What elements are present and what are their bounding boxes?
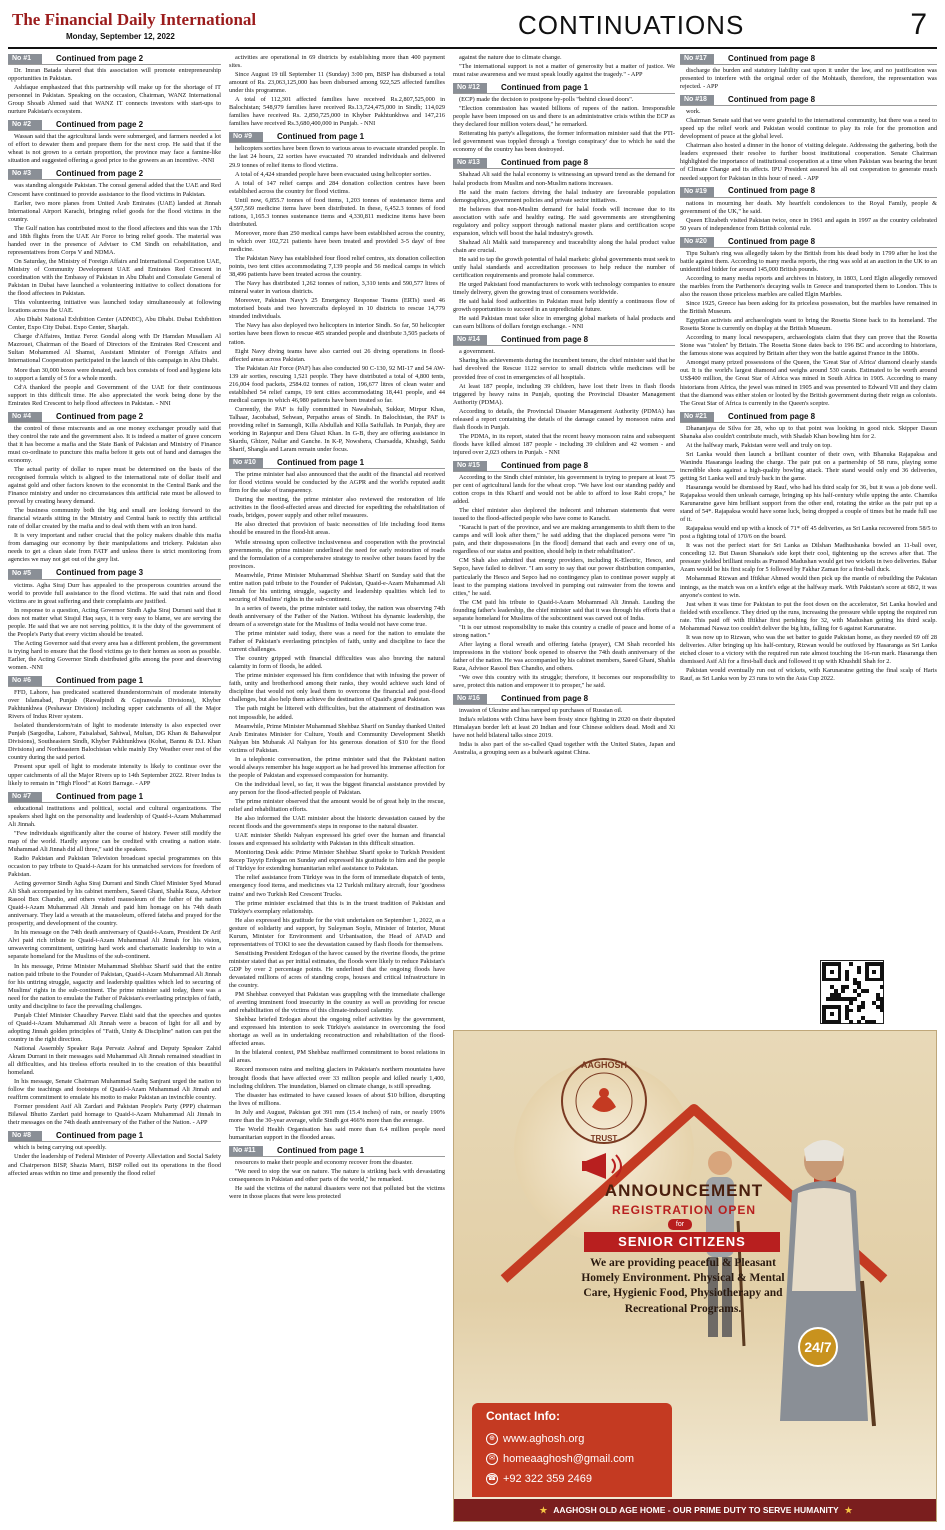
story-paragraph: Former president Asif Ali Zardari and Pakistan People's Party (PPP) chairman Bilawal Bhutto Zardari paid homage to Quaid-i-Azam Muhammad Ali Jinnah in their messages on the 74th death anniversary of the Father of the Nation. - APP xyxy=(8,1103,221,1127)
story-header xyxy=(8,54,221,65)
story-paragraph: against the nature due to climate change. xyxy=(459,54,562,61)
story-paragraph: The prime minister observed that the amount would be of great help in the rescue, relief and rehabilitation efforts. xyxy=(229,797,445,814)
story-paragraph: The country gripped with financial difficulties was also braving the natural calamity in form of floods, he added. xyxy=(229,655,445,671)
story-paragraph: Punjab Chief Minister Chaudhry Parvez Elahi said that the speeches and quotes of Quaid-i-Azam Muhammad Ali Jinnah were a beacon of light for all and by adopting Jinnah golden principles of "Faith, Unity & Discipline" nation can put the country in the right direction. xyxy=(8,1011,221,1043)
story-paragraph: In his message on the 74th death anniversary of Quaid-i-Azam, President Dr Arif Alvi paid rich tribute to Quaid-i-Azam Muhammad Ali Jinnah for his vision, unwavering commitment, untiring hard work and charismatic leadership to win a separate homeland for the Muslims of the sub-continent. xyxy=(8,929,221,961)
story-header xyxy=(229,458,445,469)
story-paragraph: Queen Elizabeth visited Pakistan twice, once in 1961 and again in 1997 as the country celebrated 50 years of independence from British colonial rule. xyxy=(680,216,937,232)
story-header xyxy=(229,132,445,143)
qr-module xyxy=(849,1020,853,1024)
story-paragraph: Sri Lanka would then launch a brilliant counter of their own, with Bhanuka Rajapaksa and Wanindu Hasaranga leading the charge. The pair put on a partnership of 58 runs, playing some incredible shots against a high-quality bowling attack. Their stand would only end 36 deliveries, getting Sri Lanka well and truly back in the game. xyxy=(680,450,937,482)
story-s8 xyxy=(8,1131,221,1177)
story-paragraph: In a series of tweets, the prime minister said today, the nation was observing 74th death anniversary of the Father of the Nation. Without his dynamic leadership, the dream of a sovereign state for the Muslims of India would not have come true. xyxy=(229,604,445,628)
story-header xyxy=(680,95,937,106)
story-paragraph: The disaster has estimated to have caused losses of about $10 billion, disrupting the lives of millions. xyxy=(229,1091,445,1107)
qr-module xyxy=(830,970,834,974)
ad-announcement-heading: ANNOUNCEMENT xyxy=(604,1181,764,1200)
story-header xyxy=(8,676,221,687)
qr-module xyxy=(838,1020,842,1024)
ad-senior-citizens-banner: SENIOR CITIZENS xyxy=(584,1232,780,1252)
continued-from-label: Continued from page 1 xyxy=(277,132,365,142)
continued-from-label: Continued from page 1 xyxy=(277,458,365,468)
story-paragraph: He believes that non-Muslim demand for halal foods will increase due to its association with safe and healthy eating. He said governments are strengthening regulatory and policy support through national master plans and certification scope expansion, which will boost the halal industry's growth. xyxy=(453,205,675,237)
story-s15 xyxy=(453,461,675,690)
story-paragraph: This volunteering initiative was launched today simultaneously at following locations across the UAE. xyxy=(8,299,221,315)
story-number-badge: No #17 xyxy=(680,54,714,64)
story-s20 xyxy=(680,237,937,408)
story-paragraph: Ashfaque emphasized that this partnership will make up for the shortage of IT personnel in Pakistan. Speaking on the occasion, Chairman, WANZ International Group Shoaib Ahmed said that WANZ IT connects investors with start-ups to nurture Pakistan's ecosystem. xyxy=(8,84,221,116)
story-paragraph: He said to tap the growth potential of halal markets: global governments must seek to unify halal standards and accreditation processes to help reduce the number of certification requirements and promote halal commerce. xyxy=(453,255,675,280)
story-paragraph: the control of these miscreants and as one money exchanger proudly said that they control the rate and the government also. It is indeed a matter of grave concern that it has become a mafia and the State Bank of Pakistan and Ministry of Finance must co-ordinate to puncture this mafia before it gets out of hand and damages the economy. xyxy=(8,424,221,464)
story-paragraph: India is also part of the so-called Quad together with the United States, Japan and Australia, a grouping seen as a bulwark against China. xyxy=(453,741,675,757)
phone-icon: ☎ xyxy=(486,1473,498,1485)
qr-code[interactable] xyxy=(820,960,884,1024)
story-paragraph: The CM paid his tribute to Quaid-i-Azam Mohammad Ali Jinnah. Lauding the founding father's leadership, the chief minister said that it was through his efforts that a separate homeland for Muslims of the subcontinent was carved out of India. xyxy=(453,598,675,622)
story-paragraph: It was now up to Rizwan, who was the set batter to guide Pakistan home, as they needed 69 off 28 deliveries. After bringing up his half-century, Rizwan would be outfoxed by Hasaranga as Sri Lanka etched closer to a victory with the required run rate almost touching the 16-run mark. Hasaranga then dismissed Asif Ali for a first-ball duck and followed it up with Khushdil Shah for 2. xyxy=(680,633,937,665)
story-paragraph: "The international support is not a matter of generosity but a matter of justice. We must raise awareness and we must speak loudly against the tragedy." - APP xyxy=(453,63,675,79)
story-paragraph: Abu Dhabi National Exhibition Center (ADNEC), Abu Dhabi. Dubai Exhibition Center, Expo City Dubai. Expo Center, Sharjah. xyxy=(8,316,221,332)
story-s6 xyxy=(8,676,221,788)
story-paragraph: Radio Pakistan and Pakistan Television broadcast special programmes on this occasion to pay tribute to Quaid-i-Azam for his unmatched services for freedom of Pakistan. xyxy=(8,854,221,878)
story-paragraph: Wassan said that the agricultural lands were submerged, and farmers needed a lot of effort to dewater them and prepare them for the next crop. He said that if the wheat is not grown to a certain proportion, the province may face a famine-like situation and suggested offering a good price to the growers as an incentive. -NNI xyxy=(8,133,221,165)
story-paragraph: CM Shah also admitted that energy providers, including K-Electric, Hesco, and Sepco, have failed to deliver. "I am sorry to say that our power distribution companies, particularly the Hesco and Sepco had no contingency plan to continue power supply at least to the pumping stations involved in pumping out rainwater from the towns and cities," he said. xyxy=(453,557,675,597)
story-paragraph: In response to a question, Acting Governor Sindh Agha Siraj Durrani said that it does not matter what Sirajul Haq says, it is very easy to blame, we are serving the people. He said that we are not serving politics, it is the duty of the government of the People's Party that every victim should be treated. xyxy=(8,606,221,638)
story-paragraph: The Pakistan Air Force (PAF) has also conducted 90 C-130, 92 MI-17 and 54 AW-139 air sorties, rescuing 1,521 people. They have distributed a total of 4,800 tents, 216,004 food packets, 2584.02 tonnes of ration, 196,677 litres of clean water and established 54 relief camps, 19 tent cities accommodating 18,441 people, and 44 medical camps in which 46,980 patients have been treated so far. xyxy=(229,364,445,404)
story-paragraph: A total of 112,301 affected families have received Rs.2,807,525,000 in Balochistan; 548,979 families have received Rs.13,724,475,000 in Sindh; 114,029 families have received Rs. 2,850,725,000 in Khyber Pakhtunkhwa and 147,216 families have received Rs.3,680,400,000 in Punjab. - NNI xyxy=(229,96,445,128)
story-number-badge: No #6 xyxy=(8,676,42,686)
continued-from-label: Continued from page 1 xyxy=(56,675,144,685)
story-paragraph: activities are operational in 69 districts by establishing more than 400 payment sites. xyxy=(229,54,445,70)
story-paragraph: helicopters sorties have been flown to various areas to evacuate stranded people. In the last 24 hours, 22 sorties have evacuated 70 stranded individuals and delivered 29.9 tonnes of relief items to flood victims. xyxy=(229,145,445,169)
story-paragraph: National Assembly Speaker Raja Pervaiz Ashraf and Deputy Speaker Zahid Akram Durrani in their messages said Muhammad Ali Jinnah remained steadfast in all difficulties, and his tireless efforts resulted in to the creation of this beautiful homeland. xyxy=(8,1044,221,1077)
story-paragraph: FFD, Lahore, has predicated scattered thunderstorm/rain of moderate intensity over Islamabad, Punjab (Rawalpindi & Gujranwala Divisions), Khyber Pakhtunkhwa (Peshawar Division) including upper catchments of all the Major Rivers of Indus River system. xyxy=(8,689,221,721)
story-paragraph: India's relations with China have been frosty since fighting in 2020 on their disputed Himalayan border left at least 20 Indian and four Chinese soldiers dead. Modi and Xi have not held bilateral talks since 2019. xyxy=(453,716,675,740)
continued-from-label: Continued from page 1 xyxy=(277,1145,365,1155)
ad-footer-text: AAGHOSH OLD AGE HOME - OUR PRIME DUTY TO SERVE HUMANITY xyxy=(553,1505,839,1515)
qr-module xyxy=(880,978,884,982)
qr-module xyxy=(857,1009,861,1013)
story-paragraph: "We owe this country with its struggle; therefore, it becomes our responsibility to save, protect this nation and empower it to prosper," he said. xyxy=(453,674,675,690)
star-icon: ★ xyxy=(539,1505,548,1515)
qr-module xyxy=(865,989,869,993)
story-header xyxy=(453,335,675,346)
masthead xyxy=(8,8,937,48)
story-paragraph: He said the victims of the natural disasters were not that polluted but the victims were in those places that were less protected xyxy=(229,1185,445,1201)
story-paragraph: Eight Navy diving teams have also carried out 26 diving operations in flood-affected areas across Pakistan. xyxy=(229,347,445,363)
story-number-badge: No #20 xyxy=(680,237,714,247)
story-s16 xyxy=(453,694,675,757)
story-paragraph: resources to make their people and economy recover from the disaster. xyxy=(235,1158,413,1166)
story-paragraph: Currently, the PAF is fully committed in Nawabshah, Sukkur, Mirpur Khas, Talhaar, Jacobabad, Sehwan, Perpatho areas of Sindh. In Balochistan, the PAF is providing relief in Samungli, Killa Abdullah and Killa Saifullah. In Punjab, they are working in Rajanpur and Dera Ghazi Khan. In G-B, they are offering assistance in Skardu, Ghizer, Naltar and Ganche. In K-P, Nowshera, Charsadda, Khushgi, Saidu Sharif, Shangla and Laram remain under focus. xyxy=(229,405,445,454)
qr-module xyxy=(845,985,849,989)
story-paragraph: which is being carrying out speedily. xyxy=(14,1144,107,1152)
story-header xyxy=(8,1131,221,1142)
ad-email-link[interactable] xyxy=(486,1453,634,1465)
story-paragraph: educational institutions and political, social and cultural organizations. The speakers shed light on the personality and leadership of Quaid-i-Azam Muhammad Ali Jinnah. xyxy=(8,804,221,828)
story-header xyxy=(680,237,937,248)
qr-module xyxy=(857,993,861,997)
story-s13 xyxy=(453,158,675,331)
story-paragraph: The Acting Governor said that every area has a different problem, the government is trying hard to ensure that the flood victims go to their homes as soon as possible. Earlier, the Acting Governor Sindh distributed gifts among the poor and deserving women. -NNI xyxy=(8,639,221,671)
story-paragraph: The prime minister had also announced that the audit of the financial aid received for flood victims would be conducted by the AGPR and the world's reputed audit firm for the sake of transparency. xyxy=(229,471,445,495)
story-number-badge: No #8 xyxy=(8,1131,42,1141)
story-paragraph: The Gulf nation has contributed most to the flood affectees and this was the 17th and 18th flights from the UAE Air Force to bring relief goods. The material was handed over in the presence of Adviser to CM Sindh on rehabilitation, and representatives from Corps V and NDMA. xyxy=(8,224,221,256)
story-paragraph: victims. Agha Siraj Durr has appealed to the prosperous countries around the world to provide full assistance to the flood victims. He said that rain and flood victims are in great suffering and their complaints are justified. xyxy=(8,581,221,605)
story-s8b xyxy=(229,54,445,128)
story-paragraph: Tipu Sultan's ring was allegedly taken by the British from his dead body in 1799 after he lost the battle against them. According to many media reports, the ring was sold at an auction in the UK to an unidentified bidder for around 145,000 British pounds. xyxy=(680,249,937,273)
story-paragraph: Egyptian activists and archaeologists want to bring the Rosetta Stone back to its homeland. The Rosetta Stone is currently on display at the British Museum. xyxy=(680,317,937,333)
qr-module xyxy=(872,1020,876,1024)
story-s11b xyxy=(453,54,675,79)
qr-module xyxy=(841,989,845,993)
story-paragraph: During the meeting, the prime minister also reviewed the restoration of life activities in the flood-affected areas and directed for expediting the rehabilitation of roads, bridges, power supply and other relief measures. xyxy=(229,496,445,520)
continued-from-label: Continued from page 8 xyxy=(501,158,589,168)
story-paragraph: The path might be littered with difficulties, but the attainment of destination was not impossible, he added. xyxy=(229,705,445,721)
continued-from-label: Continued from page 8 xyxy=(728,236,816,246)
qr-module xyxy=(857,1020,861,1024)
ad-for-pill: for xyxy=(668,1219,692,1230)
story-paragraph: He said Pakistan must take slice in emerging global markets of halal products and can earn billions of dollars foreign exchange. - NNI xyxy=(453,315,675,331)
story-s11 xyxy=(229,1146,445,1201)
story-paragraph: The relief assistance from Türkiye was in the form of immediate dispatch of tents, emergency food items, and medicines via 12 Turkish military aircraft, four 'goodness trains' and two Turkish Red Crescent Trucks. xyxy=(229,874,445,898)
qr-module xyxy=(853,997,857,1001)
logo-text-bottom: TRUST xyxy=(590,1134,618,1143)
story-paragraph: Shahzad Ali said the halal economy is witnessing an upward trend as the demand for halal products from Muslim and non-Muslim nations increases. xyxy=(453,171,675,187)
story-header xyxy=(8,792,221,803)
star-icon: ★ xyxy=(844,1505,853,1515)
story-s17 xyxy=(680,54,937,91)
story-paragraph: Acting governor Sindh Agha Siraj Durrani and Sindh Chief Minister Syed Murad Ali Shah accompanied by his cabinet members, Saeed Ghani, Shahla Raza, Advisor Rasool Bux Chandio, and others visited mausoleum of the father of the nation Quaid-i-Azam Muhammad Ali Jinnah and paid him homage on his 74th death anniversary. They laid a wreath at the mausoleum, offered fateha and prayed for the prosperity, and development of the country. xyxy=(8,880,221,928)
story-paragraph: Present spur spell of light to moderate intensity is likely to continue over the upper catchments of all the Major Rivers up to 14th September 2022. River Indus is likely to remain in "High Flood" at Kotri Barrage. - APP xyxy=(8,763,221,787)
story-number-badge: No #12 xyxy=(453,83,487,93)
story-paragraph: Since 1925, Greece has been asking for its priceless possession, but the marbles have remained in the British Museum. xyxy=(680,300,937,316)
story-paragraph: Pakistan would eventually run out of wickets, with Karunaratne getting the final scalp of Haris Rauf, as Sri Lanka won by 23 runs to win the Asia Cup 2022. xyxy=(680,667,937,683)
ad-email: homeaaghosh@gmail.com xyxy=(503,1453,635,1465)
story-header xyxy=(680,54,937,65)
story-paragraph: invasion of Ukraine and has ramped up purchases of Russian oil. xyxy=(459,707,623,715)
story-paragraph: PM Shehbaz conveyed that Pakistan was grappling with the immediate challenge of averting imminent food insecurity in the country as well as providing for rescue and rehabilitation of the victims of this climate-induced calamity. xyxy=(229,991,445,1015)
story-paragraph: In July and August, Pakistan got 391 mm (15.4 inches) of rain, or nearly 190% more than the 30-year average, while Sindh got 466% more than the average. xyxy=(229,1108,445,1124)
story-number-badge: No #13 xyxy=(453,158,487,168)
ad-website-link[interactable] xyxy=(486,1433,584,1445)
story-number-badge: No #11 xyxy=(229,1146,263,1156)
aaghosh-trust-logo xyxy=(554,1051,654,1151)
story-s7 xyxy=(8,792,221,1128)
story-paragraph: At least 187 people, including 39 children, have lost their lives in flash floods triggered by heavy rains in Punjab, quoting the Provincial Disaster Management Authority (PDMA). xyxy=(453,382,675,406)
column-2 xyxy=(229,54,445,1524)
story-paragraph: More than 30,000 boxes were donated, each box consists of food and hygiene kits to support a family of 5 for a whole month. xyxy=(8,366,221,382)
story-paragraph: Under the leadership of Federal Minister of Poverty Alleviation and Social Safety and Chairperson BISP, Shazia Marri, BISP rolled out its operations in the flood affected areas within no time and presently the flood relief xyxy=(8,1153,221,1177)
story-paragraph: Moreover, more than 250 medical camps have been established across the country, in which over 102,721 patients have been treated and provided 3-5 days' of free medicine. xyxy=(229,229,445,253)
story-s18 xyxy=(680,95,937,182)
story-paragraph: discharge the burden and statutory liability cast upon it under the law, and no justification was presented to interfere with the original order of the Mohtasib, therefore, the representation was rejected. - APP xyxy=(680,67,937,91)
qr-module xyxy=(857,970,861,974)
story-number-badge: No #2 xyxy=(8,120,42,130)
story-header xyxy=(8,120,221,131)
qr-module xyxy=(849,962,853,966)
story-paragraph: In the bilateral context, PM Shehbaz reaffirmed commitment to boost relations in all areas. xyxy=(229,1049,445,1065)
ad-body-copy: We are providing peaceful & Pleasant Homely Environment. Physical & Mental Care, Hygienic Food, Physiotherapy and Recreational Programs. xyxy=(581,1257,785,1315)
story-paragraph: (ECP) made the decision to postpone by-polls "behind closed doors". xyxy=(459,96,634,104)
continued-from-label: Continued from page 8 xyxy=(501,460,589,470)
story-paragraph: It is very important and rather crucial that the policy makers disable this mafia from damaging our economy by their manipulations and trickery. Pakistan also needs to get a clean slate from FATF and unless there is strict monitoring from agencies we may not get out of the grey list. xyxy=(8,532,221,564)
story-paragraph: Mohammad Rizwan and Iftikhar Ahmed would then pick up the mantle of rebuilding the Pakistan innings, as the match was on a knife's edge at the halfway mark. With Pakistan's score at 68/2, it was anyone's contest to win. xyxy=(680,575,937,599)
story-s19 xyxy=(680,187,937,233)
story-paragraph: He also expressed his gratitude for the visit undertaken on September 1, 2022, as a gesture of solidarity and support, by Suleyman Soylu, Minister of Interior, Murat Kurum, Minister for Environment and Urbanisation, the Head of AFAD and representatives of TOKI to see the devastation caused by flash floods for themselves. xyxy=(229,916,445,948)
story-paragraph: Cd'A thanked the people and Government of the UAE for their continuous support in this difficult time. He also appreciated the work being done by the Emirates Red Crescent to help flood affectees in Pakistan. - NNI xyxy=(8,383,221,407)
story-paragraph: Moreover, Pakistan Navy's 25 Emergency Response Teams (ERTs) used 46 motorised boats and two hovercrafts deployed in 10 districts to rescue 14,779 stranded individuals. xyxy=(229,297,445,321)
story-number-badge: No #16 xyxy=(453,694,487,704)
story-paragraph: Shehbaz briefed Erdogan about the ongoing relief activities by the government, and expressed his intention to seek Türkiye's assistance in overcoming the food shortage as well as in undertaking reconstruction and rehabilitation of the flood-affected areas. xyxy=(229,1016,445,1048)
story-paragraph: According to details, the Provincial Disaster Management Authority (PDMA) has released a report containing the details of the damage caused by monsoon rains and flash floods in Punjab. xyxy=(453,407,675,431)
story-paragraph: The Pakistan Navy has established four flood relief centres, six donation collection points, two tent cities accommodating 7,139 people and 56 medical camps in which 38,496 patients have been treated across the country. xyxy=(229,255,445,279)
qr-module xyxy=(830,1012,834,1016)
column-4 xyxy=(680,54,937,1004)
story-header xyxy=(8,569,221,580)
story-number-badge: No #3 xyxy=(8,169,42,179)
qr-module xyxy=(861,1005,865,1009)
qr-module xyxy=(872,970,876,974)
continued-from-label: Continued from page 8 xyxy=(728,95,816,105)
story-paragraph: He said halal food authorities in Pakistan must help identify a continuous flow of growth opportunities to succeed in an unpredictable future. xyxy=(453,298,675,314)
ad-phone: +92 322 359 2469 xyxy=(503,1473,593,1485)
story-paragraph: The chief minister also deplored the indecent and inhuman statements that were issued to the flood-affected people who have come to Karachi. xyxy=(453,507,675,523)
story-paragraph: Until now, 6,855.7 tonnes of food items, 1,203 tonnes of sustenance items and 4,597,569 medicine items have been distributed. In these, 6,452.3 tonnes of food rations, 1,165.3 tonnes sustenance items and 4,330,811 medicine items have been distributed. xyxy=(229,196,445,228)
story-paragraph: A total of 4,424 stranded people have been evacuated using helicopter sorties. xyxy=(235,170,432,178)
story-number-badge: No #15 xyxy=(453,461,487,471)
story-paragraph: The prime minister exclaimed that this is in the truest tradition of Pakistan and Türkiye's exemplary relationship. xyxy=(229,899,445,915)
story-paragraph: Shahzad Ali Malik said transparency and traceability along the halal product value chain are crucial. xyxy=(453,238,675,254)
story-paragraph: Meanwhile, Prime Minister Muhammad Shehbaz Sharif on Sunday thanked United Arab Emirates Minister for Culture, Youth and Community Development Sheikh Nahyan bin Mubarak Al Nahyan for his generous donation of $10 for the flood victims of Pakistan. xyxy=(229,722,445,754)
story-paragraph: On the individual level, so far, it was the biggest financial assistance provided by any person for the flood-affected people of Pakistan. xyxy=(229,780,445,796)
story-paragraph: Sharing his achievements during the incumbent tenure, the chief minister said that he had devolved the Rescue 1122 service to small districts while medicines will be provided free of cost in emergencies of all hospitals. xyxy=(453,357,675,381)
story-paragraph: He said the main factors driving the halal industry are favourable population demographics, government policies and private sector initiatives. xyxy=(453,188,675,204)
story-paragraph: According to many media reports and archives in history, in 1803, Lord Elgin allegedly removed the marbles from the Parthenon's decaying walls in Greece and transported them to London. This is also the reason those priceless marbles are called Elgin Marbles. xyxy=(680,274,937,298)
story-paragraph: a government. xyxy=(459,348,496,356)
story-paragraph: It was not the perfect start for Sri Lanka as Dilshan Madhushanka bowled an 11-ball over, conceding 12. But Dasun Shanaka's side kept their cool, tightening up the screws after that. The pressure yielded brilliant results as Pramod Madushan would get two wickets in two deliveries. Babar Azam would be his first scalp for 5 followed by Fakhar Zaman for a first-ball duck. xyxy=(680,542,937,574)
continued-from-label: Continued from page 8 xyxy=(501,694,589,704)
issue-date: Monday, September 12, 2022 xyxy=(66,32,175,41)
story-paragraph: While stressing upon collective inclusiveness and cooperation with the provincial governments, the prime minister underlined the need for early restoration of roads and the formulation of a comprehensive strategy to resolve other issues faced by the provinces. xyxy=(229,538,445,570)
continued-from-label: Continued from page 1 xyxy=(501,83,589,93)
story-paragraph: On Saturday, the Ministry of Foreign Affairs and International Cooperation UAE, Ministry of Community Development UAE and Emirates Red Crescent in coordination with the Embassy of Pakistan in Abu Dhabi and Consulate General of Pakistan in Dubai have launched a volunteering initiative to collect donations for the flood affectees in Pakistan. xyxy=(8,257,221,298)
story-s21 xyxy=(680,412,937,683)
story-header xyxy=(453,83,675,94)
story-paragraph: Meanwhile, Prime Minister Muhammad Shehbaz Sharif on Sunday said that the entire nation paid tribute to the Founder of Pakistan, Quaid-e-Azam Muhammad Ali Jinnah for his untiring struggle, sagacity and leadership qualities which led to securing of Muslims' rights in the sub-continent. xyxy=(229,571,445,603)
story-number-badge: No #5 xyxy=(8,569,42,579)
qr-module xyxy=(849,1001,853,1005)
story-paragraph: He also directed that provision of basic necessities of life including food items should be ensured in the flood-hit areas. xyxy=(229,521,445,537)
story-s1 xyxy=(8,54,221,116)
story-paragraph: Isolated thunderstorm/rain of light to moderate intensity is also expected over Punjab (Sargodha, Lahore, Faisalabad, Sahiwal, Multan, DG Khan & Bahawalpur Divisions), Southeastern Sindh, Khyber Pakhtunkhwa (Kohat, Bannu & D.I. Khan Divisions) and Northeastern Balochistan while mainly Dry Weather over rest of the country during the said period. xyxy=(8,722,221,762)
story-s3 xyxy=(8,169,221,407)
newspaper-name: The Financial Daily International xyxy=(12,10,257,29)
aaghosh-advertisement[interactable] xyxy=(453,1030,937,1522)
story-paragraph: Chairman also hosted a dinner in the honor of visiting delegate. Addressing the gathering, both the leaders expressed their resolve to further boost institutional cooperation. Senate Chairman highlighted the importance of institutional cooperation at a time when Pakistan was bearing the brunt of Climate Change and its affects. IPU President assured his all out cooperation to generate much needed support for Pakistan in this hour of need. - APP xyxy=(680,142,937,182)
story-s4 xyxy=(8,412,221,565)
story-paragraph: The actual parity of dollar to rupee must be determined on the basis of the recognised formula which is aligned to the international rate of dollar itself and against gold and other factors known to the economist in the Central Bank and the Finance ministry and under no circumstances this artificial rate must be allowed to prevail by creating heavy demand. xyxy=(8,465,221,506)
story-paragraph: The Navy has distributed 1,262 tonnes of ration, 3,310 tents and 590,577 litres of mineral water in various districts. xyxy=(229,280,445,296)
story-paragraph: Sensitising President Erdogan of the havoc caused by the riverine floods, the prime minister stated that as per initial estimates, the floods were likely to reduce Pakistan's GDP by over 2 percentage points. He underlined that the ongoing floods have devastated millions of acres of standing crops, houses and critical infrastructure in the country. xyxy=(229,949,445,990)
qr-module xyxy=(845,978,849,982)
ad-registration-open: REGISTRATION OPEN xyxy=(611,1203,757,1217)
qr-module xyxy=(880,985,884,989)
continued-from-label: Continued from page 8 xyxy=(728,54,816,63)
story-paragraph: The Navy has also deployed two helicopters in interior Sindh. So far, 50 helicopter sorties have been flown to rescue 465 stranded people and distribute 3,505 packets of ration. xyxy=(229,322,445,346)
story-s2 xyxy=(8,120,221,165)
story-paragraph: Hasaranga would be dismissed by Rauf, who had his third scalp for 36, but it was a job done well. Rajapaksa would then unleash carnage, bringing up his half-century while upping the ante. Chamika Karunaratne gave him brilliant support from the other end, rotating the strike as the pair put up a stand of 54*. Rajapaksa would have some luck, being dropped a couple of times but he made full use of it. xyxy=(680,483,937,524)
story-paragraph: Rajapaksa would end up with a knock of 71* off 45 deliveries, as Sri Lanka recovered from 58/5 to post a fighting total of 170/6 on the board. xyxy=(680,525,937,541)
continued-from-label: Continued from page 8 xyxy=(728,411,816,421)
story-paragraph: Charge d'Affaires, Imtiaz Feroz Gondal along with Dr Hamdan Musallam Al Mazrouei, Chairman of the Board of Directors of the Emirates Red Crescent and Sultan Mohammed Al Shamsi, Assistant Minister of Foreign Affairs and International Cooperation participated in the launch of this campaign in Abu Dhabi. xyxy=(8,333,221,365)
globe-icon: ⊕ xyxy=(486,1433,498,1445)
column-1 xyxy=(8,54,221,1524)
ad-phone-link[interactable] xyxy=(486,1473,592,1485)
masthead-rule xyxy=(8,47,937,49)
story-s5 xyxy=(8,569,221,673)
page-number: 7 xyxy=(910,8,927,41)
continued-from-label: Continued from page 8 xyxy=(728,186,816,196)
continued-from-label: Continued from page 1 xyxy=(56,1131,144,1141)
story-paragraph: He also informed the UAE minister about the historic devastation caused by the recent floods and the government's steps in response to the natural disaster. xyxy=(229,815,445,831)
section-title: CONTINUATIONS xyxy=(518,10,745,40)
ad-footer-bar xyxy=(454,1499,937,1521)
qr-module xyxy=(838,978,842,982)
story-paragraph: A total of 147 relief camps and 284 donation collection centres have been established across the country for flood victims. xyxy=(229,179,445,195)
story-header xyxy=(680,187,937,198)
story-header xyxy=(680,412,937,423)
story-paragraph: Since August 19 till September 11 (Sunday) 3:00 pm, BISP has disbursed a total amount of Rs. 23,063,125,000 has been disbursed among 922,525 affected families under this programme. xyxy=(229,71,445,95)
story-paragraph: "It is our utmost responsibility to make this country a cradle of peace and home of a strong nation." xyxy=(453,623,675,639)
story-paragraph: nations in mourning her death. My heartfelt condolences to the Royal Family, people & government of the UK," he said. xyxy=(680,199,937,215)
story-number-badge: No #4 xyxy=(8,412,42,422)
story-paragraph: Dr. Imran Batada shared that this association will promote entrepreneurship opportunities in Pakistan. xyxy=(8,67,221,83)
story-paragraph: According to many local newspapers, archaeologists claim that they can prove that the Rosetta Stone was "stolen" by Britain. The Rosetta Stone dates back to 196 BC and according to historians, the famous stone was acquired by Britain after they won the battle against France in the 1800s. xyxy=(680,334,937,358)
story-paragraph: The business community both the big and small are looking forward to the financial wizards sitting in the Ministry and Central bank to rectify this artificial rate of dollar created by the mafia and to deal with them with an iron hand. xyxy=(8,507,221,531)
story-number-badge: No #19 xyxy=(680,187,714,197)
story-paragraph: Earlier, two more planes from United Arab Emirates (UAE) landed at Jinnah International Airport Karachi, bringing relief goods for the flood victims in the country. xyxy=(8,199,221,223)
story-paragraph: He urged Pakistani food manufacturers to work with technology companies to ensure timely delivery, given the growing trust of consumers worldwide. xyxy=(453,281,675,297)
story-paragraph: The PDMA, in its report, stated that the recent heavy monsoon rains and subsequent floods have killed almost 187 people - including 39 children and 42 women - and injured over 2,023 others in Punjab. - NNI xyxy=(453,432,675,456)
continued-from-label: Continued from page 2 xyxy=(56,411,144,421)
story-paragraph: work. xyxy=(686,108,701,116)
ad-website: www.aghosh.org xyxy=(503,1433,585,1445)
story-header xyxy=(8,412,221,423)
story-header xyxy=(229,1146,445,1157)
story-paragraph: Monitoring Desk adds: Prime Minister Shehbaz Sharif spoke to Turkish President Recep Tayyip Erdogan on Sunday and expressed his gratitude to him and the people of Türkiye for extending humanitarian relief assistance to Pakistan. xyxy=(229,849,445,873)
column-3 xyxy=(453,54,675,1004)
story-number-badge: No #1 xyxy=(8,54,42,64)
story-paragraph: Reiterating his party's allegations, the former information minister said that the PTI-led government was toppled through a 'foreign conspiracy' due to which he said the economy of the country has been destroyed. xyxy=(453,130,675,154)
story-paragraph: In his message, Senate Chairman Muhammad Sadiq Sanjrani urged the nation to follow the teachings and footsteps of Quaid-i-Azam Muhammad Ali Jinnah and reaffirm commitment to emulate his motto to make Pakistan an invincible country. xyxy=(8,1078,221,1102)
story-paragraph: was standing alongside Pakistan. The consul general added that the UAE and Red Crescent have continued to provide assistance to the flood victims in Pakistan. xyxy=(8,182,221,198)
story-s10 xyxy=(229,458,445,1142)
continued-from-label: Continued from page 2 xyxy=(56,54,144,63)
story-paragraph: Amongst many prized possessions of the Queen, the 'Great Star of Africa' diamond clearly stands out. It is the world's largest diamond and weighs around 530 carats. Estimated to be worth around US$400 million, the Great Star of Africa was mined in South Africa in 1905. According to many historians from Africa, the jewel was mined in 1905 and was presented to Edward VII and they claim that the diamond was either stolen or looted by the British government during their reign as colonists. The Great Star of Africa is currently in the Queen's sceptre. xyxy=(680,359,937,407)
story-paragraph: The World Health Organisation has said more than 6.4 million people need humanitarian support in the flooded areas. xyxy=(229,1125,445,1141)
story-paragraph: At the halfway mark, Pakistan were well and truly on top. xyxy=(686,441,832,449)
qr-module xyxy=(849,1009,853,1013)
logo-text-top: AAGHOSH xyxy=(580,1060,628,1070)
story-paragraph: The prime minister expressed his firm confidence that with infusing the power of faith, unity and brotherhood among their ranks, they would achieve such kind of discipline that would not only lead them to overcome the financial and post-flood challenges, but also help them achieve the destination of Quaid's great Pakistan. xyxy=(229,672,445,704)
story-paragraph: Record monsoon rains and melting glaciers in Pakistan's northern mountains have brought floods that have affected over 33 million people and killed nearly 1,400, including children. The inundation, blamed on climate change, is still spreading. xyxy=(229,1066,445,1090)
story-paragraph: "We need to stop the war on nature. The nature is striking back with devastating consequences in Pakistan and other parts of the world," he remarked. xyxy=(229,1167,445,1183)
story-paragraph: Chairman Senate said that we were grateful to the international community, but there was a need to speed up the relief work and Pakistan would continue to play its role for the promotion and development of peace at the global level. xyxy=(680,117,937,141)
story-s14 xyxy=(453,335,675,457)
qr-module xyxy=(880,1009,884,1013)
ad-24-7-badge: 24/7 xyxy=(798,1327,838,1367)
story-paragraph: UAE minister Sheikh Nahyan expressed his grief over the human and financial losses and expressed his solidarity with Pakistan in this difficult situation. xyxy=(229,832,445,848)
story-paragraph: The prime minister said today, there was a need for the nation to emulate the Father of Pakistan's everlasting principles of faith, unity and discipline to face the current challenges. xyxy=(229,630,445,654)
continued-from-label: Continued from page 1 xyxy=(56,791,144,801)
story-number-badge: No #21 xyxy=(680,412,714,422)
continued-from-label: Continued from page 2 xyxy=(56,120,144,130)
story-paragraph: "Election commission has wasted billions of rupees of the nation. Irresponsible people have been imposed on us and there is an administrative crisis within the ECP as they declared four million voters dead," he remarked. xyxy=(453,105,675,129)
continued-from-label: Continued from page 8 xyxy=(501,335,589,345)
story-paragraph: Dhananjaya de Silva for 28, who up to that point was looking in good nick. Skipper Dasun Shanaka also couldn't contribute much, with Shadab Khan bowling him for 2. xyxy=(680,424,937,440)
email-icon: ✉ xyxy=(486,1453,498,1465)
continued-from-label: Continued from page 3 xyxy=(56,568,144,578)
story-number-badge: No #10 xyxy=(229,458,263,468)
story-paragraph: After laying a floral wreath and offering fateha (prayer), CM Shah recorded his impressions in the visitors' book opened to observe the 74th death anniversary of the father of the nation. He was accompanied by his cabinet members, Saeed Ghani, Shahla Raza, Advisor Rasool Bux Chandio, and others. xyxy=(453,640,675,673)
story-number-badge: No #18 xyxy=(680,95,714,105)
story-s9 xyxy=(229,132,445,454)
ad-contact-title: Contact Info: xyxy=(486,1409,560,1423)
story-paragraph: In a telephonic conversation, the prime minister said that the Pakistani nation would always remember his huge support as he had proved his immense affection for the people of Pakistan and expressed compassion for humanity. xyxy=(229,755,445,779)
continued-from-label: Continued from page 2 xyxy=(56,169,144,179)
story-header xyxy=(453,694,675,705)
story-header xyxy=(453,461,675,472)
story-paragraph: "Few individuals significantly alter the course of history. Fewer still modify the map of the world. Hardly anyone can be credited with creating a nation state. Muhammad Ali Jinnah did all three," said the speakers. xyxy=(8,829,221,853)
story-number-badge: No #9 xyxy=(229,132,263,142)
story-paragraph: According to the Sindh chief minister, his government is trying to prepare at least 75 per cent of agricultural lands for the wheat crop. "We have lost our standing paddy and cotton crops in this Kharif and would not be able to afford to lose Rabi crops," he added. xyxy=(453,473,675,506)
story-header xyxy=(453,158,675,169)
story-number-badge: No #7 xyxy=(8,792,42,802)
story-paragraph: Just when it was time for Pakistan to put the foot down on the accelerator, Sri Lanka howled and fielded with excellence. They dried up the runs, increasing the pressure while upping the required run rate. This paid off with Iftikhar first perishing for 32, with Madushan getting his third scalp. Mohammad Nawaz too couldn't deliver the big hits, falling for 6 against Karunaratne. xyxy=(680,600,937,632)
story-number-badge: No #14 xyxy=(453,335,487,345)
story-header xyxy=(8,169,221,180)
story-paragraph: "Karachi is part of the province, and we are making arrangements to shift them to the camps and will look after them," he said adding that the displaced persons were "in pain, and their dispossessions [in the flood] demand that each and every one of us, regardless of our status and position, should help in their rehabilitation". xyxy=(453,524,675,556)
megaphone-icon xyxy=(582,1151,626,1181)
story-paragraph: In his message, Prime Minister Muhammad Shehbaz Sharif said that the entire nation paid tribute to the Founder of Pakistan, Quaid-i-Azam Muhammad Ali Jinnah for his untiring struggle, sagacity and leadership qualities which led to securing of Muslims' rights in the sub-continent. The prime minister said today, there was a need for the nation to emulate the Father of Pakistan's everlasting principles of faith, unity and discipline to face the prevailing challenges. xyxy=(8,962,221,1010)
story-s12 xyxy=(453,83,675,154)
